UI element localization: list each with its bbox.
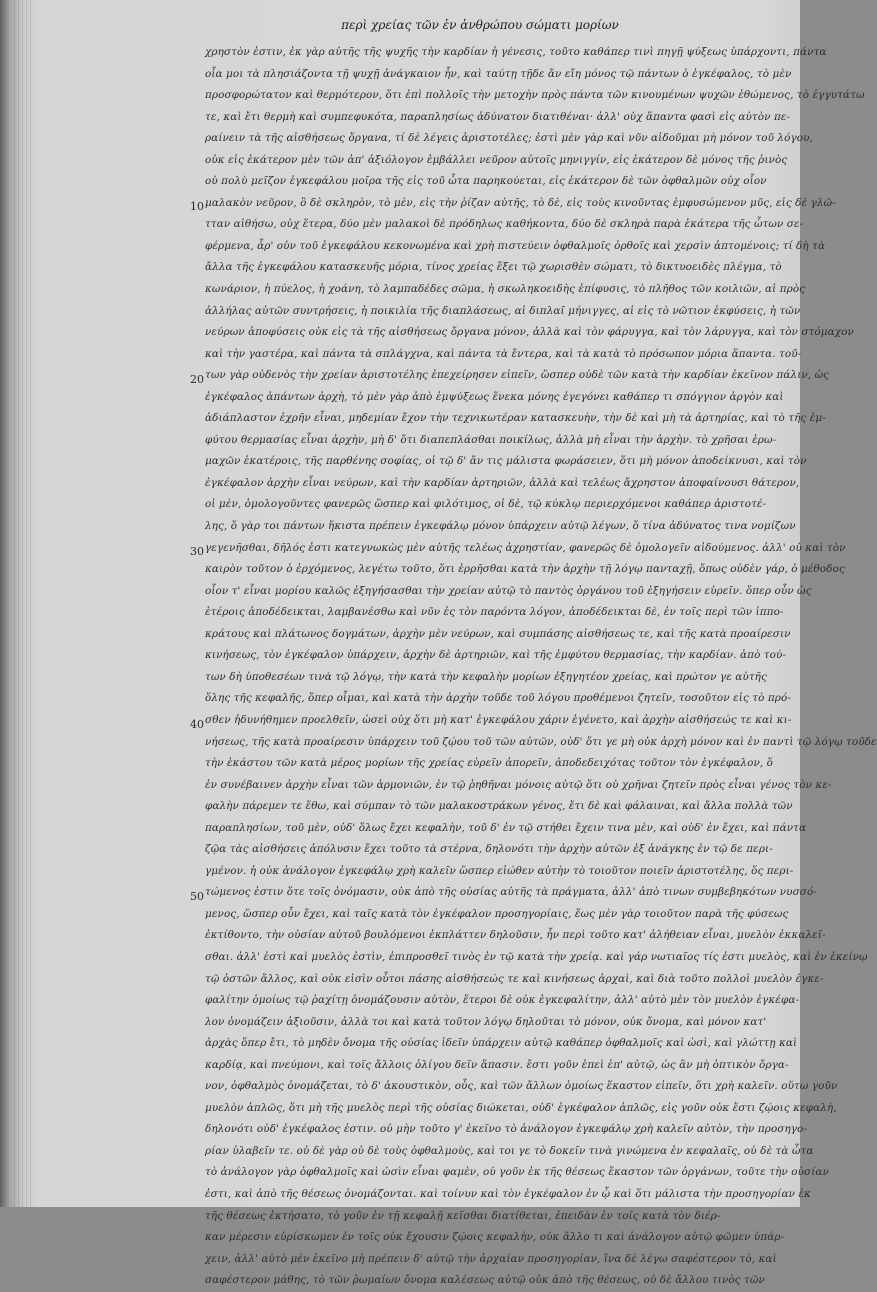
text-line: σθεν ἠδυνήθημεν προελθεῖν, ὡσεὶ οὐχ ὅτι μὴ κατ' ἐγκεφάλου χάριν ἐγένετο, καὶ ἀρχὴν αἰσθήσεώς τε καὶ κι- <box>205 713 792 726</box>
text-line: οἷον τ' εἶναι μορίου καλῶς ἐξηγήσασθαι τὴν χρείαν αὐτῷ τὸ παντὸς ὀργάνου τοῦ ἐξηγήσειν εὑρεῖν. ὅπερ οὖν ὡς <box>205 584 812 597</box>
text-line: λον ὀνομάζειν ἀξιοῦσιν, ἀλλὰ τοι καὶ κατὰ τοῦτον λόγῳ δηλοῦται τὸ μόνον, οὐκ ὄνομα, καὶ μόνον κατ' <box>205 1015 767 1028</box>
text-line: ρίαν ὑλαβεῖν τε. οὐ δὲ γὰρ οὐ δὲ τοὺς ὀφθαλμοὺς, καὶ τοι γε τὸ δοκεῖν τινὰ γινώμενα ἐν κεφαλαῖς, οὐ δὲ τὰ ὦτα <box>205 1144 814 1157</box>
text-line: νήσεως, τῆς κατὰ προαίρεσιν ὑπάρχειν τοῦ ζῴου τοῦ τῶν αὐτῶν, οὐδ' ὅτι γε μὴ οὐκ ἀρχὴ μόνον καὶ ἐν παντὶ τῷ λόγῳ τοῦδε <box>205 735 877 748</box>
line-number-40: 40 <box>190 718 204 731</box>
text-line: μυελὸν ἁπλῶς, ὅτι μὴ τῆς μυελὸς περὶ τῆς οὐσίας διώκεται, οὐδ' ἐγκέφαλον ἁπλῶς, εἰς γοῦν οὐκ ἔστι ζῴοις κεφαλὴ, <box>205 1101 837 1114</box>
text-line: φαλίτην ὁμοίως τῷ ῥαχίτῃ ὀνομάζουσιν αὐτὸν, ἕτεροι δὲ οὐκ ἐγκεφαλίτην, ἀλλ' αὐτὸ μὲν τὸν μυελὸν ἐγκέφα- <box>205 994 800 1007</box>
text-line: καιρὸν τοῦτον ὁ ἐρχόμενος, λεγέτω τοῦτο, ὅτι ἐρρῆσθαι κατὰ τὴν ἀρχὴν τῇ λόγῳ πανταχῇ, ὅπως οὐδὲν γάρ, ὁ μέθοδος <box>205 563 845 576</box>
text-line: των γὰρ οὐδενὸς τὴν χρείαν ἀριστοτέλης ἐπεχείρησεν εἰπεῖν, ὥσπερ οὐδὲ τῶν κατὰ τὴν καρδίαν ἐκεῖνον πάλιν, ὡς <box>205 369 830 382</box>
text-line: δηλονότι οὐδ' ἐγκέφαλος ἐστιν. οὐ μὴν τοῦτο γ' ἐκεῖνο τὸ ἀνάλογον ἐγκεφάλῳ χρὴ καλεῖν αὐτὸν, τὴν προσηγο- <box>205 1123 808 1136</box>
text-line: ραίνειν τὰ τῆς αἰσθήσεως ὄργανα, τί δὲ λέγεις ἀριστοτέλες; ἐστὶ μὲν γὰρ καὶ νῦν αἰδοῦμαι μὴ μόνον τοῦ λόγου, <box>205 132 813 145</box>
running-head: περὶ χρείας τῶν ἐν ἀνθρώπου σώματι μορίων <box>341 18 619 32</box>
text-line: οἱ μὲν, ὁμολογοῦντες φανερῶς ὥσπερ καὶ φιλότιμος, οἱ δὲ, τῷ κύκλῳ περιερχόμενοι καθάπερ ἀριστοτέ- <box>205 498 767 511</box>
text-line: ἀρχὰς ὅπερ ἔτι, τὸ μηδὲν ὄνομα τῆς οὐσίας ἰδεῖν ὑπάρχειν αὐτῷ καθάπερ ὀφθαλμοῖς καὶ ὠσὶ, καὶ γλώττῃ καὶ <box>205 1037 798 1050</box>
text-line: γμένον. ἡ οὐκ ἀνάλογον ἐγκεφάλῳ χρὴ καλεῖν ὥσπερ εἰώθεν αὐτὴν τὸ τοιοῦτον ποιεῖν ἀριστοτέλης, ὅς περι- <box>205 864 794 877</box>
text-line: λης, ὅ γὰρ τοι πάντων ἥκιστα πρέπειν ἐγκεφάλῳ μόνον ὑπάρχειν αὐτῷ λέγων, ὅ τίνα ἀδύνατος τινα νομίζων <box>205 520 796 533</box>
text-line: προσφορώτατον καὶ θερμότερον, ὅτι ἐπὶ πολλοῖς τὴν μετοχὴν πρὸς πάντα τῶν κινουμένων ψυχῶν ἐθώμενος, τὸ ἐγγυτάτω <box>205 89 865 102</box>
text-line: κινήσεως, τὸν ἐγκέφαλον ὑπάρχειν, ἀρχὴν δὲ ἀρτηριῶν, καὶ τῆς ἐμφύτου θερμασίας, τὴν καρδίαν. ἀπὸ τού- <box>205 649 787 662</box>
text-line: τῆς θέσεως ἐκτήσατο, τὸ γοῦν ἐν τῇ κεφαλῇ κεῖσθαι διατίθεται, ἐπειδὰν ἐν τοῖς κατὰ τὸν διέρ- <box>205 1209 721 1222</box>
text-line: κράτους καὶ πλάτωνος δογμάτων, ἀρχὴν μὲν νεύρων, καὶ συμπάσης αἰσθήσεως τε, καὶ τῆς κατὰ προαίρεσιν <box>205 627 791 640</box>
text-line: οὐ πολὺ μεῖζον ἐγκεφάλου μοῖρα τῆς εἰς τοῦ ὦτα παρηκούεται, εἰς ἑκάτερον δὲ τῶν ὀφθαλμῶν οὐχ οἷον <box>205 175 767 188</box>
text-line: φύτου θερμασίας εἶναι ἀρχὴν, μὴ δ' ὅτι διαπεπλάσθαι ποικίλως, ἀλλὰ μὴ εἶναι τὴν ἀρχὴν. τὸ χρῆσαι ἐρω- <box>205 433 777 446</box>
text-line: ἐστι, καὶ ἀπὸ τῆς θέσεως ὀνομάζονται. καὶ τοίνυν καὶ τὸν ἐγκέφαλον ἐν ᾧ καὶ ὅτι μάλιστα τὴν προσηγορίαν ἐκ <box>205 1187 811 1200</box>
text-line: τώμενος ἐστιν ὅτε τοῖς ὀνόμασιν, οὐκ ἀπὸ τῆς οὐσίας αὐτῆς τὰ πράγματα, ἀλλ' ἀπὸ τινων συμβεβηκότων νυσσό- <box>205 886 817 899</box>
text-line: κωνάριον, ἡ πύελος, ἡ χοάνη, τὸ λαμπαδέδες σῶμα, ἡ σκωληκοειδὴς ἐπίφυσις, τὸ πλῆθος τῶν κοιλιῶν, αἱ πρὸς <box>205 283 806 296</box>
text-line: ἐκτίθοντο, τὴν οὐσίαν αὐτοῦ βουλόμενοι ἐκπλάττεν δηλοῦσιν, ἦν περὶ τοῦτο κατ' ἀλήθειαν εἶναι, μυελὸν ἐκκαλεῖ- <box>205 929 826 942</box>
text-line: ὅλης τῆς κεφαλῆς, ὅπερ οἶμαι, καὶ κατὰ τὴν ἀρχὴν τοῦδε τοῦ λόγου προθέμενοι ζητεῖν, τοσοῦτον εἰς τὸ πρό- <box>205 692 791 705</box>
text-line: οὐκ εἰς ἐκάτερον μὲν τῶν ἀπ' ἀξιόλογον ἐμβάλλει νεῦρον αὐτοῖς μηνιγγίν, εἰς ἑκάτερον δὲ μόνος τῆς ῥινὸς <box>205 153 788 166</box>
text-line: καν μέρεσιν εὑρίσκωμεν ἐν τοῖς οὐκ ἔχουσιν ζῴοις κεφαλὴν, οὐκ ἄλλο τι καὶ ἀνάλογον αὐτῷ φῶμεν ὑπάρ- <box>205 1231 785 1244</box>
text-line: ἑτέροις ἀποδέδεικται, λαμβανέσθω καὶ νῦν ἐς τὸν παρόντα λόγον, ἀποδέδεικται δὲ, ἐν τοῖς περὶ τῶν ἱππο- <box>205 606 784 619</box>
text-line: των δὴ ὑποθεσέων τινὰ τῷ λόγῳ, τὴν κατὰ τὴν κεφαλὴν μορίων ἐξηγητέον χρείας, καὶ πρώτον γε αὐτῆς <box>205 670 767 683</box>
greek-text-block <box>205 42 877 1292</box>
text-line: νον, ὀφθαλμὸς ὀνομάζεται, τὸ δ' ἀκουστικὸν, οὖς, καὶ τῶν ἄλλων ὁμοίως ἕκαστον εἰπεῖν, ὅτι χρὴ καλεῖν. οὕτω γοῦν <box>205 1080 838 1093</box>
text-line: χειν, ἀλλ' αὐτὸ μὲν ἐκεῖνο μὴ πρέπειν δ' αὐτῷ τὴν ἀρχαίαν προσηγορίαν, ἵνα δὲ λέγω σαφέστερον τὸ, καὶ <box>205 1252 777 1265</box>
text-line: ἐγκέφαλον ἀρχὴν εἶναι νεύρων, καὶ τὴν καρδίαν ἀρτηριῶν, ἀλλὰ καὶ τελέως ἄχρηστον ἀποφαίνουσι θάτερον, <box>205 476 800 489</box>
text-line: τὸ ἀνάλογον γὰρ ὀφθαλμοῖς καὶ ὠσὶν εἶναι φαμὲν, οὐ γοῦν ἐκ τῆς θέσεως ἕκαστον τῶν ὀργάνων, τοῦτε τὴν οὐσίαν <box>205 1166 829 1179</box>
text-line: νεύρων ἀποφύσεις οὐκ εἰς τὰ τῆς αἰσθήσεως ὄργανα μόνον, ἀλλὰ καὶ τὸν φάρυγγα, καὶ τὸν λάρυγγα, καὶ τὸν στόμαχον <box>205 326 854 339</box>
text-line: ζῷα τὰς αἰσθήσεις ἀπόλυσιν ἔχει τοῦτο τὰ στέρνα, δηλονότι τὴν ἀρχὴν αὐτῶν ἐξ ἀνάγκης ἐν τῷ δε περι- <box>205 843 773 856</box>
text-line: τῷ ὀστῶν ἄλλος, καὶ οὐκ εἰσὶν οὗτοι πάσης αἰσθήσεώς τε καὶ κινήσεως ἀρχαὶ, καὶ διὰ τοῦτο πολλοὶ μυελὸν ἐγκε- <box>205 972 824 985</box>
text-line: καρδίᾳ, καὶ πνεύμονι, καὶ τοῖς ἄλλοις ὀλίγου δεῖν ἅπασιν. ἔστι γοῦν ἐπεὶ ἐπ' αὐτῷ, ὡς ἂν μὴ ὀπτικὸν ὄργα- <box>205 1058 789 1071</box>
text-line: ἀλλήλας αὐτῶν συντρήσεις, ἡ ποικιλία τῆς διαπλάσεως, αἱ διπλαῖ μήνιγγες, αἱ εἰς τὸ νῶτιον ἐκφύσεις, ἡ τῶν <box>205 304 801 317</box>
line-number-10: 10 <box>190 200 204 213</box>
text-line: φαλὴν πάρεμεν τε ἔθω, καὶ σύμπαν τὸ τῶν μαλακοστράκων γένος, ἔτι δὲ καὶ φάλαιναι, καὶ ἄλλα πολλὰ τῶν <box>205 800 793 813</box>
text-line: τταν αἰθήσω, οὐχ ἕτερα, δύο μὲν μαλακοὶ δὲ πρόδηλως καθήκοντα, δύο δὲ σκληρὰ παρὰ ἑκάτερα τῆς ὦτων σε- <box>205 218 804 231</box>
text-line: γεγενῆσθαι, δῆλός ἐστι κατεγνωκὼς μὲν αὐτῆς τελέως ἀχρηστίαν, φανερῶς δὲ ὁμολογεῖν αἰδούμενος. ἀλλ' οὐ καὶ τὸν <box>205 541 846 554</box>
text-line: χρηστὸν ἐστιν, ἐκ γὰρ αὐτῆς τῆς ψυχῆς τὴν καρδίαν ἡ γένεσις, τοῦτο καθάπερ τινὶ πηγῇ ψύξεως ὑπάρχοντι, πάντα <box>205 46 827 58</box>
text-line: μαλακὸν νεῦρον, ὃ δὲ σκληρὸν, τὸ μὲν, εἰς τὴν ῥίζαν αὐτῆς, τὸ δὲ, εἰς τοὺς κινοῦντας ἐμφυσώμενον μῦς, εἰς δὲ γλῶ- <box>205 196 836 209</box>
text-line: ἐγκέφαλος ἁπάντων ἀρχὴ, τὸ μὲν γὰρ ἀπὸ ἐμψύξεως ἕνεκα μόνης ἐγεγόνει καθάπερ τι σπόγγιον ἀργὸν καὶ <box>205 390 784 403</box>
text-line: ἀδιάπλαστον ἐχρῆν εἶναι, μηδεμίαν ἔχον τὴν τεχνικωτέραν κατασκευὴν, τὴν δὲ καὶ μὴ τὰ ἀρτηρίας, καὶ τὸ τῆς ἐμ- <box>205 412 826 425</box>
text-line: οἷα μοι τὰ πλησιάζοντα τῇ ψυχῇ ἀνάγκαιον ἦν, καὶ ταύτῃ τῇδε ἄν εἴη μόνος τῷ πάντων ὁ ἐγκέφαλος, τὸ μὲν <box>205 67 792 80</box>
page-binding-edge <box>14 0 32 1207</box>
text-line: μαχῶν ἑκατέροις, τῆς παρθένης σοφίας, οἱ τῷ δ' ἄν τις μάλιστα φωράσειεν, ὅτι μὴ μόνον ἀποδείκνυσι, καὶ τὸν <box>205 455 807 468</box>
text-line: καὶ τὴν γαστέρα, καὶ πάντα τὰ σπλάγχνα, καὶ πάντα τὰ ἔντερα, καὶ τὰ κατὰ τὸ πρόσωπον μόρια ἅπαντα. τοῦ- <box>205 347 802 360</box>
text-line: τὴν ἑκάστου τῶν κατὰ μέρος μορίων τῆς χρείας εὑρεῖν ἀπορεῖν, ἀποδεδειχότας τοῦτον τὸν ἐγκέφαλον, ὅ <box>205 757 774 770</box>
text-line: φέρμενα, ἆρ' οὐν τοῦ ἐγκεφάλου κεκονωμένα καὶ χρὴ πιστεύειν ὀφθαλμοῖς ὀρθοῖς καὶ χερσὶν ἀπτομένοις; τί δὴ τὰ <box>205 239 826 252</box>
line-number-30: 30 <box>190 545 204 558</box>
text-line: ἄλλα τῆς ἐγκεφάλου κατασκευῆς μόρια, τίνος χρείας ἕξει τῷ χωρισθὲν σώματι, τὸ δικτυοειδὲς πλέγμα, τὸ <box>205 261 782 274</box>
line-number-20: 20 <box>190 373 204 386</box>
text-line: σθαι. ἀλλ' ἐστὶ καὶ μυελὸς ἐστὶν, ἐπιπροσθεῖ τινὸς ἐν τῷ κατὰ τὴν χρείᾳ. καὶ γάρ νωτιαῖος τίς ἐστι μυελὸς, καὶ ἐν ἐκείνῳ <box>205 950 868 963</box>
line-number-50: 50 <box>190 890 204 903</box>
text-line: ἐν συνέβαινεν ἀρχὴν εἶναι τῶν ἁρμονιῶν, ἐν τῷ ῥηθῆναι μόνοις αὐτῷ ὅτι οὐ χρῆναι ζητεῖν πρὸς εἶναι γένος τὸν κε- <box>205 778 832 791</box>
text-line: τε, καὶ ἔτι θερμὴ καὶ συμπεφυκότα, παραπλησίως ἀδύνατον διατιθέναι· ἀλλ' οὐχ ἅπαντα φασὶ εἰς αὐτὸν πε- <box>205 110 791 123</box>
text-line: σαφέστερον μάθης, τὸ τῶν ῥωμαίων ὄνομα καλέσεως αὐτῷ οὐκ ἀπὸ τῆς θέσεως, οὐ δὲ ἄλλου τινὸς τῶν <box>205 1274 765 1287</box>
text-line: παραπλησίων, τοῦ μὲν, οὐδ' ὅλως ἔχει κεφαλὴν, τοῦ δ' ἐν τῷ στήθει ἔχειν τινα μὲν, καὶ οὐδ' ἐν ἔχει, καὶ πάντα <box>205 821 807 834</box>
text-line: μενος, ὥσπερ οὖν ἔχει, καὶ ταῖς κατὰ τὸν ἐγκέφαλον προσηγορίαις, ἕως μὲν γὰρ τοιοῦτον παρὰ τῆς φύσεως <box>205 907 789 920</box>
